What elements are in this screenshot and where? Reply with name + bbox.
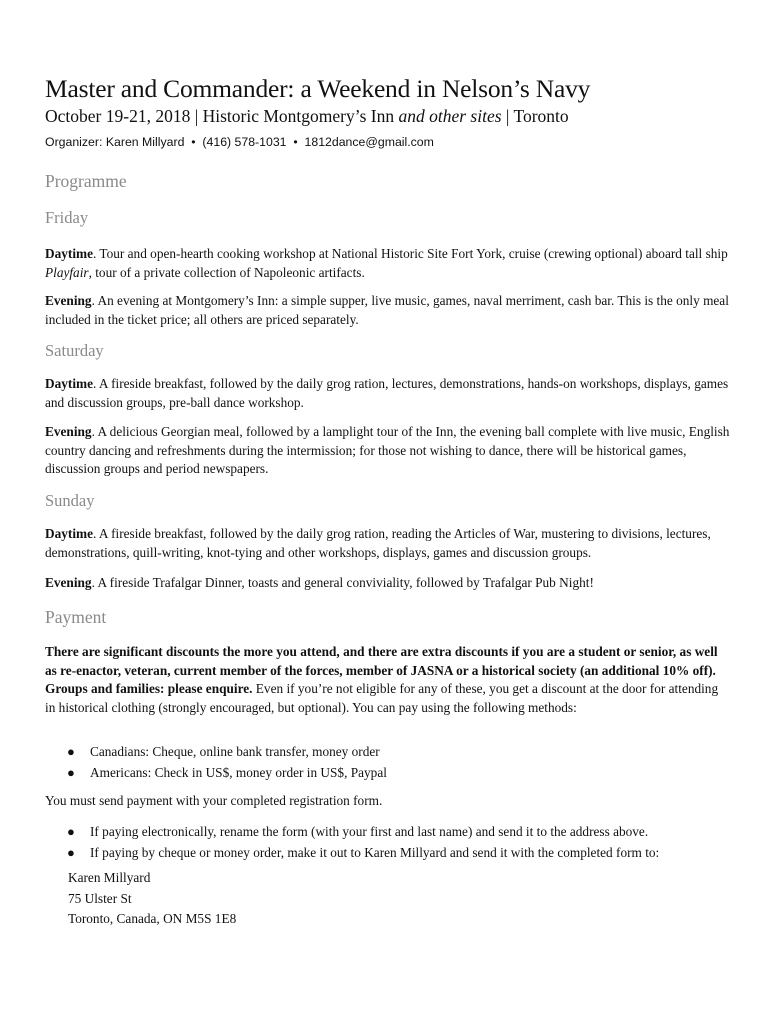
paragraph-text: . Tour and open-hearth cooking workshop at National Historic Site Fort York, cruise (crewing optional) aboard tall ship bbox=[93, 246, 728, 261]
address-city: Toronto, Canada, ON M5S 1E8 bbox=[68, 911, 237, 927]
time-label: Evening bbox=[45, 575, 92, 590]
organizer-phone: (416) 578-1031 bbox=[202, 135, 287, 149]
event-subtitle bbox=[45, 106, 569, 127]
friday-daytime bbox=[45, 245, 730, 282]
time-label: Evening bbox=[45, 293, 92, 308]
list-item bbox=[45, 763, 735, 784]
paragraph-text: , tour of a private collection of Napoleonic artifacts. bbox=[88, 264, 365, 280]
list-item bbox=[45, 822, 735, 843]
paragraph-text: . An evening at Montgomery’s Inn: a simple supper, live music, games, naval merriment, cash bar. This is the only meal included in the ticket price; all others are priced separately. bbox=[45, 293, 729, 327]
sunday-evening bbox=[45, 574, 730, 593]
friday-evening bbox=[45, 292, 730, 329]
day-heading-saturday: Saturday bbox=[45, 341, 104, 360]
payment-heading: Payment bbox=[45, 607, 107, 627]
list-item bbox=[45, 742, 735, 763]
payment-intro bbox=[45, 643, 730, 717]
sunday-daytime bbox=[45, 525, 730, 562]
event-dates: October 19-21, 2018 bbox=[45, 106, 191, 126]
saturday-evening bbox=[45, 423, 730, 479]
address-name: Karen Millyard bbox=[68, 870, 151, 885]
address-street: 75 Ulster St bbox=[68, 890, 132, 906]
bullet-icon: ● bbox=[67, 844, 75, 860]
day-heading-sunday: Sunday bbox=[45, 491, 95, 510]
send-note: You must send payment with your completed registration form. bbox=[45, 793, 383, 808]
list-item-text: Canadians: Cheque, online bank transfer, money order bbox=[90, 744, 380, 759]
organizer-line bbox=[45, 135, 434, 149]
list-item-text: If paying by cheque or money order, make it out to Karen Millyard and send it with the completed form to: bbox=[90, 844, 660, 860]
bullet-separator: • bbox=[191, 135, 196, 149]
saturday-daytime bbox=[45, 375, 730, 412]
event-venue: Historic Montgomery’s Inn bbox=[202, 106, 399, 126]
time-label: Daytime bbox=[45, 526, 93, 541]
day-heading-friday: Friday bbox=[45, 208, 89, 227]
separator: | bbox=[501, 106, 514, 126]
paragraph-text: . A fireside breakfast, followed by the daily grog ration, reading the Articles of War, mustering to divisions, lectures, demonstrations, quill-writing, knot-tying and other workshops, displays, games and discussion groups. bbox=[45, 526, 711, 560]
payment-instructions-list bbox=[45, 822, 735, 863]
payment-intro-text: Even if you’re not eligible for any of these, you get a discount at the door for attending in historical clothing (strongly encouraged, but optional). You can pay using the following methods: bbox=[45, 681, 719, 715]
event-venue-other: and other sites bbox=[398, 106, 502, 126]
bullet-icon: ● bbox=[67, 764, 75, 780]
bullet-separator: • bbox=[293, 135, 298, 149]
list-item-text: If paying electronically, rename the form (with your first and last name) and send it to the address above. bbox=[90, 824, 649, 839]
mailing-address bbox=[68, 868, 236, 930]
paragraph-text: . A fireside breakfast, followed by the daily grog ration, lectures, demonstrations, hands-on workshops, displays, games and discussion groups, pre-ball dance workshop. bbox=[45, 376, 729, 410]
payment-methods-list bbox=[45, 742, 735, 783]
programme-heading: Programme bbox=[45, 171, 127, 191]
organizer-email: 1812dance@gmail.com bbox=[304, 135, 434, 149]
organizer-name: Organizer: Karen Millyard bbox=[45, 135, 185, 149]
time-label: Daytime bbox=[45, 246, 93, 261]
list-item bbox=[45, 843, 735, 864]
separator: | bbox=[190, 106, 203, 126]
time-label: Evening bbox=[45, 424, 92, 439]
bullet-icon: ● bbox=[67, 824, 75, 839]
paragraph-text: . A fireside Trafalgar Dinner, toasts and general conviviality, followed by Trafalgar Pub Night! bbox=[91, 575, 594, 590]
event-city: Toronto bbox=[513, 106, 569, 126]
document-title: Master and Commander: a Weekend in Nelson’s Navy bbox=[45, 74, 591, 103]
bullet-icon: ● bbox=[67, 744, 75, 759]
discount-notice: There are significant discounts the more you attend, and there are extra discounts if you are a student or senior, as well as re-enactor, veteran, current member of the forces, member of JASNA or a historical society (an additional 10% off). Groups and families: please enquire. bbox=[45, 644, 718, 696]
time-label: Daytime bbox=[45, 376, 93, 391]
list-item-text: Americans: Check in US$, money order in US$, Paypal bbox=[90, 764, 387, 780]
paragraph-text: . A delicious Georgian meal, followed by a lamplight tour of the Inn, the evening ball complete with live music, English country dancing and refreshments during the intermission; for those not wishing to dance, there will be historical games, discussion groups and period newspapers. bbox=[45, 424, 730, 476]
ship-name: Playfair bbox=[45, 264, 89, 280]
